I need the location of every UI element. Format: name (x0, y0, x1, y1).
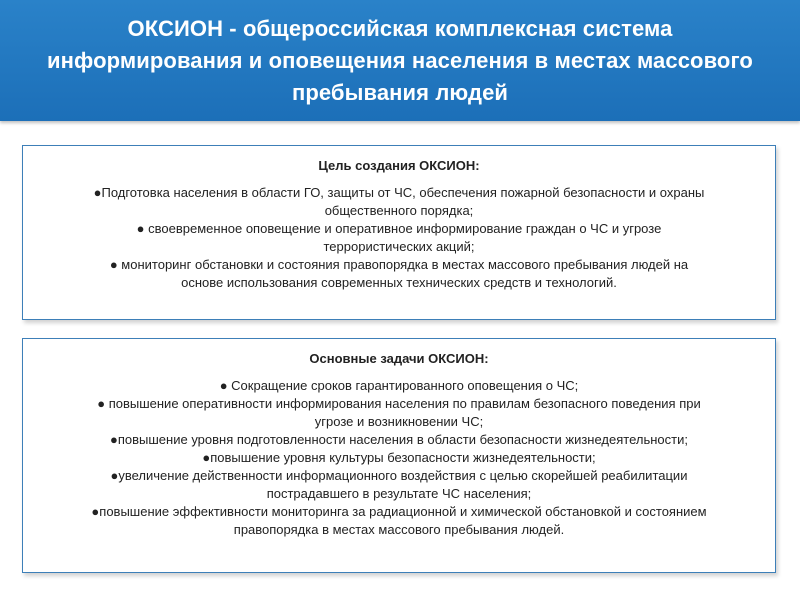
title-line-2: информирования и оповещения населения в местах массового (47, 47, 753, 73)
goal-box (22, 145, 776, 320)
goal-title: Цель создания ОКСИОН: (318, 158, 480, 173)
tasks-line: ● Сокращение сроков гарантированного оповещения о ЧС; (219, 378, 579, 393)
goal-line: ●Подготовка населения в области ГО, защиты от ЧС, обеспечения пожарной безопасности и охраны (93, 185, 705, 200)
slide-header (0, 0, 800, 121)
tasks-box (22, 338, 776, 573)
title-line-1: ОКСИОН - общероссийская комплексная система (127, 15, 673, 41)
tasks-line: ●увеличение действенности информационного воздействия с целью скорейшей реабилитации (110, 468, 688, 483)
tasks-line: пострадавшего в результате ЧС населения; (266, 486, 532, 501)
slide-title (27, 13, 773, 109)
tasks-line: ●повышение эффективности мониторинга за радиационной и химической обстановкой и состоянием (91, 504, 707, 519)
goal-line: основе использования современных технических средств и технологий. (181, 275, 617, 290)
goal-line: общественного порядка; (324, 203, 474, 218)
tasks-line: ●повышение уровня культуры безопасности жизнедеятельности; (202, 450, 596, 465)
goal-line: террористических акций; (323, 239, 475, 254)
title-line-3: пребывания людей (291, 79, 509, 105)
tasks-line: ● повышение оперативности информирования населения по правилам безопасного поведения при (97, 396, 701, 411)
tasks-line: угрозе и возникновении ЧС; (314, 414, 484, 429)
goal-line: ● своевременное оповещение и оперативное информирование граждан о ЧС и угрозе (136, 221, 662, 236)
tasks-line: ●повышение уровня подготовленности населения в области безопасности жизнедеятельности; (110, 432, 688, 447)
tasks-line: правопорядка в местах массового пребывания людей. (233, 522, 565, 537)
goal-line: ● мониторинг обстановки и состояния правопорядка в местах массового пребывания людей на (109, 257, 689, 272)
tasks-title: Основные задачи ОКСИОН: (309, 351, 489, 366)
